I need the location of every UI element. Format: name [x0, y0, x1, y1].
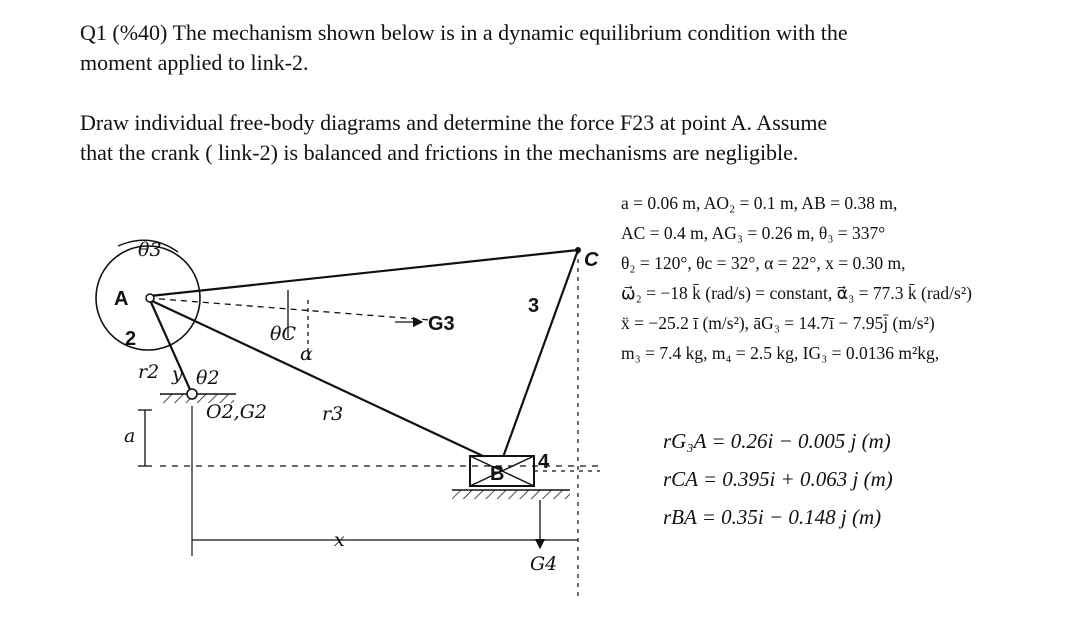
c-point	[575, 247, 581, 253]
label-link4: 4	[538, 451, 550, 473]
label-link2: 2	[125, 328, 137, 350]
question-line-2: moment applied to link-2.	[80, 50, 309, 75]
label-g3: G3	[428, 313, 455, 335]
label-dim-x: x	[334, 529, 345, 551]
label-link3: 3	[528, 295, 540, 317]
given-line: ω⃗₂ = −18 k̄ (rad/s) = constant, α⃗₃ = 77.3 k̄ (rad/s²)	[621, 283, 972, 303]
label-thetaC: θC	[270, 323, 296, 345]
label-b: B	[490, 463, 505, 485]
label-dim-a: a	[124, 425, 136, 447]
given-line: m₃ = 7.4 kg, m₄ = 2.5 kg, IG₃ = 0.0136 m²kg,	[621, 343, 940, 363]
given-line: a = 0.06 m, AO₂ = 0.1 m, AB = 0.38 m,	[621, 193, 898, 213]
vector-line: rBA = 0.35i − 0.148 j (m)	[663, 505, 882, 529]
question-line-1: Q1 (%40) The mechanism shown below is in a dynamic equilibrium condition with the	[80, 20, 848, 45]
link3-upper-edge	[150, 250, 578, 296]
label-r3: r3	[322, 403, 344, 425]
a-pivot	[146, 294, 154, 302]
reference-line	[148, 298, 430, 320]
question-line-4: that the crank ( link-2) is balanced and frictions in the mechanisms are negligible.	[80, 140, 799, 165]
vector-line: rG₃A = 0.26i − 0.005 j (m)	[663, 429, 891, 453]
question-line-3: Draw individual free-body diagrams and determine the force F23 at point A. Assume	[80, 110, 828, 135]
label-y: y	[172, 363, 183, 385]
vector-line: rCA = 0.395i + 0.063 j (m)	[663, 467, 893, 491]
o2-pivot	[187, 389, 197, 399]
label-g4: G4	[530, 553, 558, 575]
given-line: ẍ = −25.2 ī (m/s²), āG₃ = 14.7ī − 7.95j̄ (m/s²)	[621, 313, 935, 333]
label-c: C	[584, 249, 599, 271]
label-a: A	[114, 288, 129, 310]
label-r2: r2	[138, 361, 160, 383]
given-line: θ₂ = 120°, θc = 32°, α = 22°, x = 0.30 m,	[621, 253, 906, 273]
link3-side-edge	[502, 250, 578, 460]
label-alpha: α	[300, 343, 313, 365]
given-line: AC = 0.4 m, AG₃ = 0.26 m, θ₃ = 337°	[621, 223, 886, 243]
label-o2g2: O2,G2	[206, 401, 267, 423]
label-theta3: θ3	[138, 239, 162, 261]
slider-ground-hatch	[452, 490, 570, 499]
label-theta2: θ2	[196, 367, 220, 389]
